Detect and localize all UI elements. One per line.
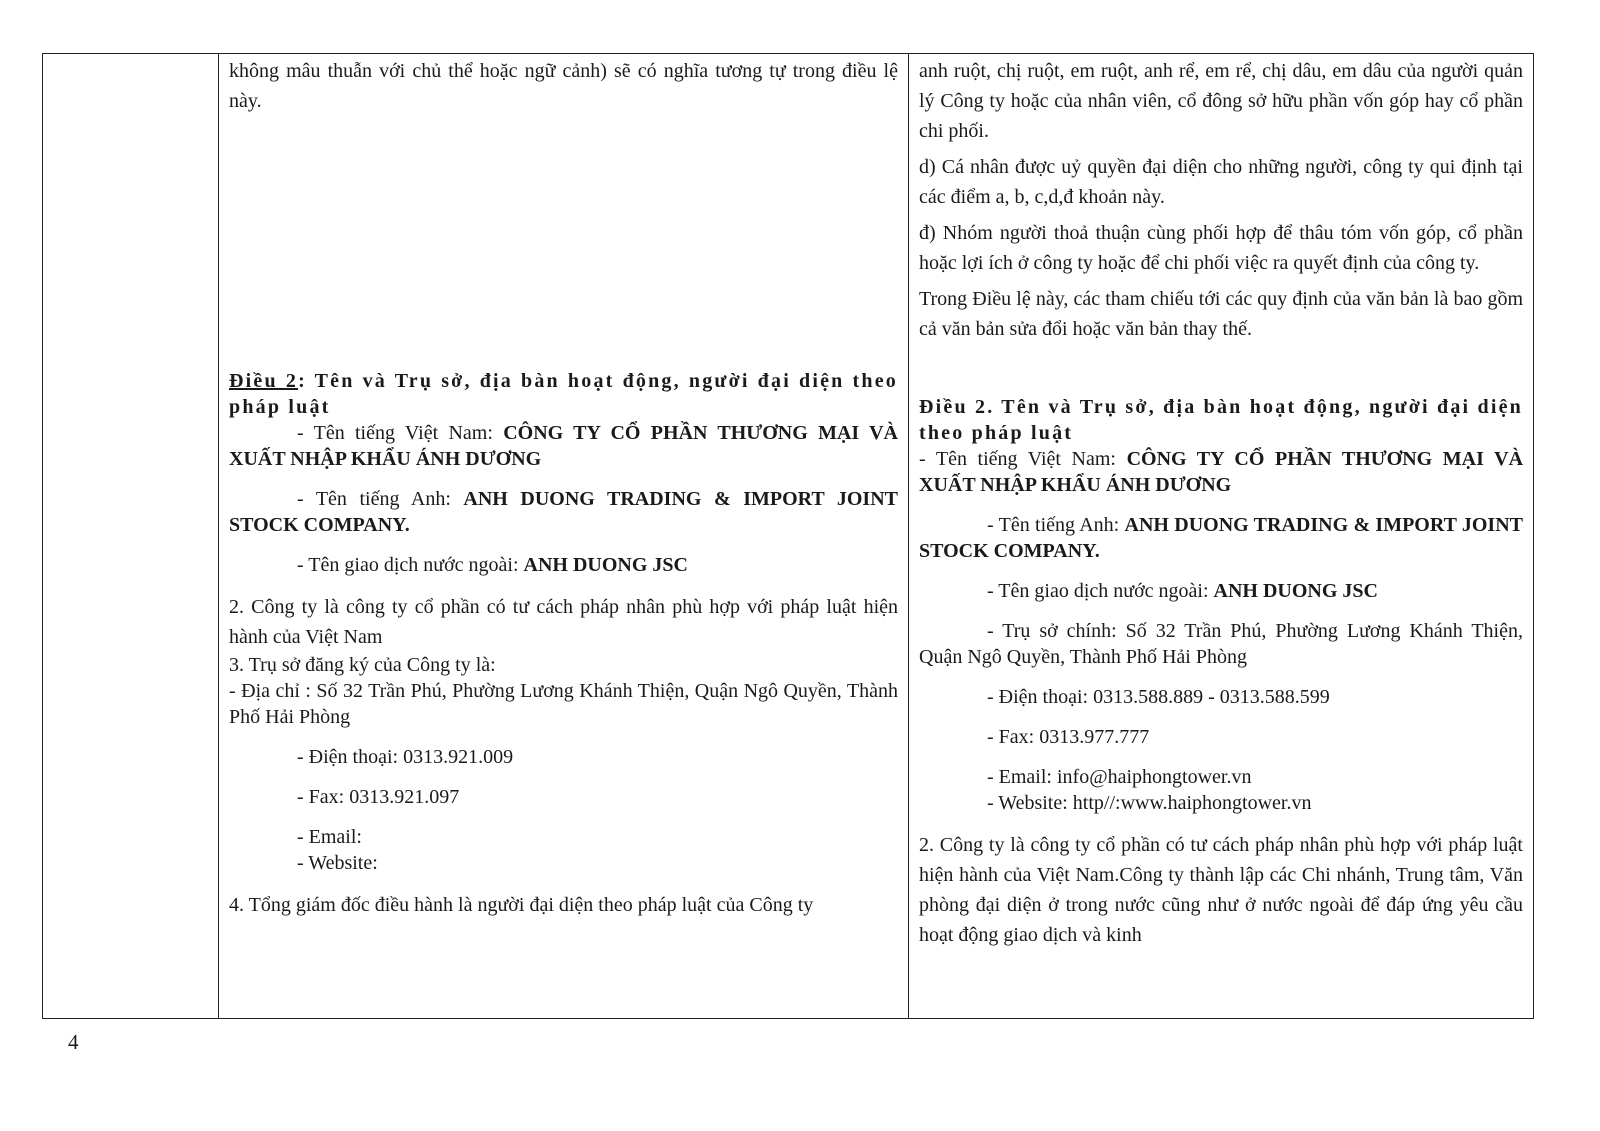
right-clause-2: 2. Công ty là công ty cổ phần có tư cách pháp nhân phù hợp với pháp luật hiện hành của Việt Nam.Công ty thành lập các Chi nhánh, Trung tâm, Văn phòng đại diện ở trong nước cũng như ở nước ngoài để đáp ứng yêu cầu hoạt động giao dịch và kinh [919,834,1523,946]
left-website: - Website: [297,852,378,874]
left-clause-4: 4. Tổng giám đốc điều hành là người đại diện theo pháp luật của Công ty [229,894,814,916]
right-vn-name-value: CÔNG TY CỔ PHẦN THƯƠNG MẠI VÀ XUẤT NHẬP KHẨU ÁNH DƯƠNG [919,448,1524,496]
right-article-heading: Điều 2. Tên và Trụ sở, địa bàn hoạt động, người đại diện theo pháp luật [919,396,1523,444]
left-vn-name-value: CÔNG TY CỔ PHẦN THƯƠNG MẠI VÀ XUẤT NHẬP KHẨU ÁNH DƯƠNG [229,422,898,470]
left-email: - Email: [297,826,362,848]
left-clause-3: 3. Trụ sở đăng ký của Công ty là: [229,654,496,676]
right-phone: - Điện thoại: 0313.588.889 - 0313.588.599 [987,686,1330,708]
right-vn-name-label: - Tên tiếng Việt Nam: [919,448,1127,470]
left-en-name-label: - Tên tiếng Anh: [297,488,464,510]
right-head-office [919,618,1523,670]
right-foreign-name-value: ANH DUONG JSC [1213,580,1378,602]
left-en-name [229,486,898,538]
right-en-name-value: ANH DUONG TRADING & IMPORT JOINT STOCK COMPANY. [919,514,1523,562]
left-phone: - Điện thoại: 0313.921.009 [297,746,514,768]
right-item-d: d) Cá nhân được uỷ quyền đại diện cho những người, công ty qui định tại các điểm a, b, c,d,đ khoản này. [919,156,1523,208]
right-foreign-name [919,578,1523,604]
left-foreign-name-label: - Tên giao dịch nước ngoài: [297,554,524,576]
left-article-heading [229,368,898,420]
left-foreign-name [229,552,898,578]
left-foreign-name-value: ANH DUONG JSC [523,554,688,576]
left-en-name-value: ANH DUONG TRADING & IMPORT JOINT STOCK COMPANY. [229,488,899,536]
column-old-charter [219,54,909,1018]
comparison-table [42,53,1534,1019]
page-number: 4 [68,1030,79,1054]
right-en-name-label: - Tên tiếng Anh: [987,514,1125,536]
column-index [43,54,219,1018]
column-new-charter [909,54,1533,1018]
left-article-heading-prefix: Điều 2 [229,370,299,392]
left-article-heading-rest: : Tên và Trụ sở, địa bàn hoạt động, người đại diện theo pháp luật [229,370,898,418]
left-intro: không mâu thuẫn với chủ thể hoặc ngữ cảnh) sẽ có nghĩa tương tự trong điều lệ này. [229,60,898,112]
left-clause-2: 2. Công ty là công ty cổ phần có tư cách pháp nhân phù hợp với pháp luật hiện hành của Việt Nam [229,596,898,648]
right-head-office-text: - Trụ sở chính: Số 32 Trần Phú, Phường Lương Khánh Thiện, Quận Ngô Quyền, Thành Phố Hải Phòng [919,620,1523,668]
right-website: - Website: http//:www.haiphongtower.vn [987,792,1312,814]
right-item-dd: đ) Nhóm người thoả thuận cùng phối hợp để thâu tóm vốn góp, cổ phần hoặc lợi ích ở công ty hoặc để chi phối việc ra quyết định của công ty. [919,222,1523,274]
left-vn-name [229,420,898,472]
right-en-name [919,512,1523,564]
right-intro: anh ruột, chị ruột, em ruột, anh rể, em rể, chị dâu, em dâu của người quản lý Công ty hoặc của nhân viên, cổ đông sở hữu phần vốn góp hay cổ phần chi phối. [919,60,1523,142]
left-vn-name-label: - Tên tiếng Việt Nam: [297,422,504,444]
left-fax: - Fax: 0313.921.097 [297,786,460,808]
right-references: Trong Điều lệ này, các tham chiếu tới các quy định của văn bản là bao gồm cả văn bản sửa đổi hoặc văn bản thay thế. [919,288,1523,340]
right-email: - Email: info@haiphongtower.vn [987,766,1252,788]
right-fax: - Fax: 0313.977.777 [987,726,1150,748]
left-address: - Địa chỉ : Số 32 Trần Phú, Phường Lương Khánh Thiện, Quận Ngô Quyền, Thành Phố Hải Phòng [229,680,898,728]
right-foreign-name-label: - Tên giao dịch nước ngoài: [987,580,1214,602]
right-vn-name [919,446,1523,498]
